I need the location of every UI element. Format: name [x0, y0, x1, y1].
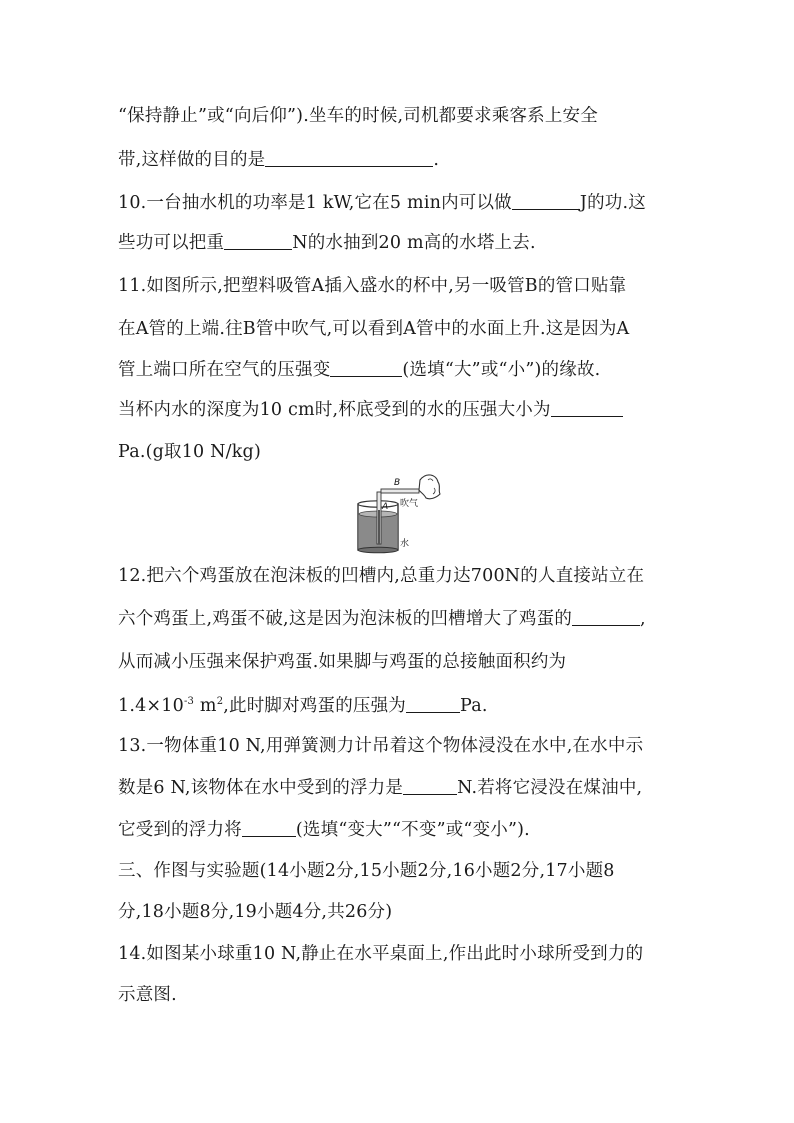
line-text: (选填“变大”“不变”或“变小”). — [295, 820, 530, 840]
section-heading: 分,18小题8分,19小题4分,共26分) — [118, 902, 393, 922]
line-text: 14.如图某小球重10 N,静止在水平桌面上,作出此时小球所受到力的 — [118, 944, 644, 964]
question-14-line-1 — [118, 942, 688, 966]
answer-blank[interactable] — [265, 148, 433, 167]
line-text: 带,这样做的目的是 — [118, 150, 266, 170]
text-line-1 — [118, 104, 688, 128]
label-blow: 吹气 — [400, 499, 419, 509]
section-3-heading-line-1 — [118, 859, 688, 883]
section-heading: 三、作图与实验题(14小题2分,15小题2分,16小题2分,17小题8 — [118, 861, 615, 881]
question-12-line-2 — [118, 607, 688, 631]
question-13-line-3 — [118, 818, 688, 842]
line-text: , — [640, 609, 646, 629]
section-3-heading-line-2 — [118, 900, 688, 924]
question-11-line-1 — [118, 274, 688, 298]
line-text: 示意图. — [118, 985, 177, 1005]
line-text: m — [194, 696, 217, 716]
answer-blank[interactable] — [330, 358, 402, 377]
label-b: B — [394, 478, 401, 488]
question-11-line-3 — [118, 358, 688, 382]
line-text: 管上端口所在空气的压强变 — [118, 360, 331, 380]
answer-blank[interactable] — [406, 694, 460, 713]
question-11-line-2 — [118, 317, 688, 341]
answer-blank[interactable] — [551, 398, 623, 417]
question-12-line-4 — [118, 690, 688, 718]
line-text: N的水抽到20 m高的水塔上去. — [292, 233, 536, 253]
line-text: . — [433, 150, 440, 170]
line-text: ,此时脚对鸡蛋的压强为 — [223, 696, 407, 716]
answer-blank[interactable] — [512, 191, 580, 210]
line-text: 1.4×10 — [118, 696, 184, 716]
line-text: “保持静止”或“向后仰”).坐车的时候,司机都要求乘客系上安全 — [118, 106, 598, 126]
question-12-line-1 — [118, 564, 688, 588]
label-water: 水 — [400, 539, 410, 549]
question-13-line-2 — [118, 776, 688, 800]
line-text: 11.如图所示,把塑料吸管A插入盛水的杯中,另一吸管B的管口贴靠 — [118, 276, 627, 296]
line-text: J的功.这 — [579, 193, 646, 213]
question-13-line-1 — [118, 734, 688, 758]
line-text: 13.一物体重10 N,用弹簧测力计吊着这个物体浸没在水中,在水中示 — [118, 736, 644, 756]
line-text: 些功可以把重 — [118, 233, 225, 253]
exponent: 2 — [216, 696, 224, 707]
question-14-line-2 — [118, 983, 688, 1007]
answer-blank[interactable] — [403, 776, 457, 795]
answer-blank[interactable] — [242, 818, 296, 837]
question-11-line-5 — [118, 440, 688, 464]
line-text: 10.一台抽水机的功率是1 kW,它在5 min内可以做 — [118, 193, 512, 213]
line-text: Pa. — [460, 696, 488, 716]
text-line-2 — [118, 148, 688, 172]
line-text: 12.把六个鸡蛋放在泡沫板的凹槽内,总重力达700N的人直接站立在 — [118, 566, 645, 586]
line-text: 当杯内水的深度为10 cm时,杯底受到的水的压强大小为 — [118, 400, 551, 420]
question-12-line-3 — [118, 650, 688, 674]
question-10-line-2 — [118, 231, 688, 255]
line-text: N.若将它浸没在煤油中, — [457, 778, 643, 798]
answer-blank[interactable] — [572, 607, 640, 626]
straw-beaker-figure — [350, 470, 450, 554]
line-text: 从而减小压强来保护鸡蛋.如果脚与鸡蛋的总接触面积约为 — [118, 652, 567, 672]
exponent: -3 — [183, 696, 195, 707]
answer-blank[interactable] — [224, 231, 292, 250]
line-text: 数是6 N,该物体在水中受到的浮力是 — [118, 778, 404, 798]
label-a: A — [382, 502, 389, 512]
line-text: 在A管的上端.往B管中吹气,可以看到A管中的水面上升.这是因为A — [118, 319, 630, 339]
question-11-line-4 — [118, 398, 688, 422]
line-text: 它受到的浮力将 — [118, 820, 242, 840]
line-text: (选填“大”或“小”)的缘故. — [402, 360, 601, 380]
line-text: 六个鸡蛋上,鸡蛋不破,这是因为泡沫板的凹槽增大了鸡蛋的 — [118, 609, 573, 629]
question-10-line-1 — [118, 191, 688, 215]
line-text: Pa.(g取10 N/kg) — [118, 442, 261, 462]
